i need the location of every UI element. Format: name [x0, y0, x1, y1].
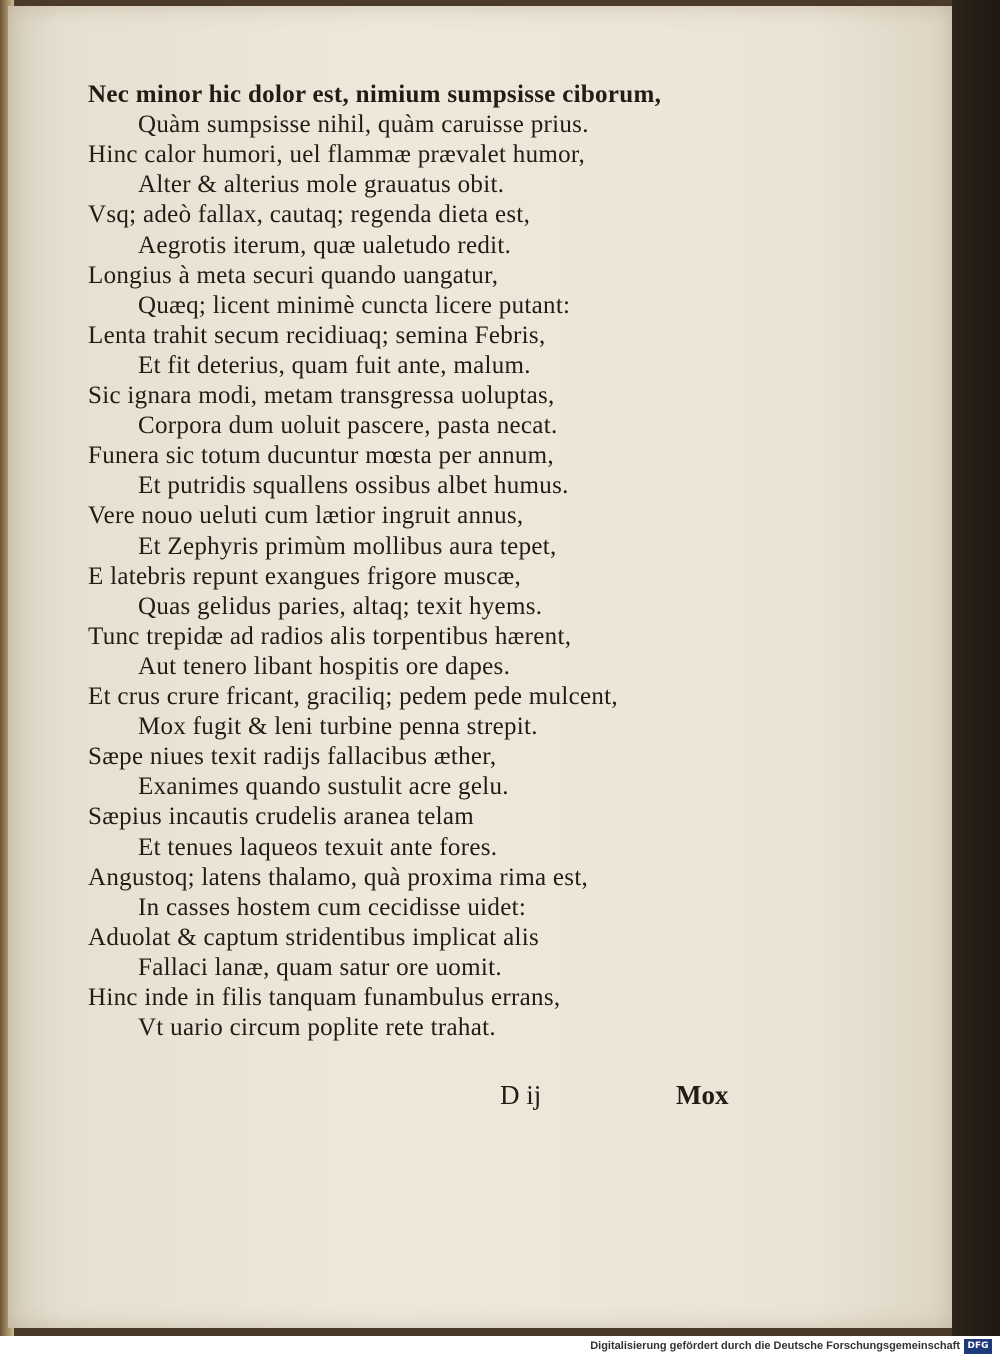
- verse-line-hexameter: Hinc calor humori, uel flammæ prævalet humor,: [88, 141, 586, 169]
- verse-line-hexameter: Vsq; adeò fallax, cautaq; regenda dieta est,: [88, 201, 531, 229]
- verse-line-pentameter: Aegrotis iterum, quæ ualetudo redit.: [138, 231, 512, 259]
- verse-line-hexameter: Sic ignara modi, metam transgressa uoluptas,: [88, 382, 555, 409]
- verse-line-pentameter: Fallaci lanæ, quam satur ore uomit.: [138, 953, 502, 981]
- verse-line-hexameter: Angustoq; latens thalamo, quà proxima rima est,: [88, 863, 589, 891]
- scan-border-strip: [952, 0, 1000, 1336]
- verse-line-pentameter: Alter & alterius mole grauatus obit.: [138, 171, 505, 199]
- verse-line-hexameter: Funera sic totum ducuntur mœsta per annum,: [88, 442, 554, 470]
- verse-line-hexameter: Aduolat & captum stridentibus implicat alis: [88, 923, 540, 951]
- verse-line-pentameter: Mox fugit & leni turbine penna strepit.: [138, 713, 538, 741]
- verse-line-pentameter: Quæq; licent minimè cuncta licere putant:: [138, 291, 571, 319]
- verse-line-hexameter: Nec minor hic dolor est, nimium sumpsisse ciborum,: [88, 81, 662, 108]
- verse-line-hexameter: Sæpius incautis crudelis aranea telam: [88, 803, 474, 831]
- catchword: Mox: [676, 1080, 729, 1110]
- verse-line-hexameter: Hinc inde in filis tanquam funambulus errans,: [88, 984, 561, 1011]
- verse-line-pentameter: Et putridis squallens ossibus albet humus.: [138, 472, 569, 500]
- verse-line-hexameter: Et crus crure fricant, graciliq; pedem pede mulcent,: [88, 683, 618, 710]
- verse-line-pentameter: Exanimes quando sustulit acre gelu.: [138, 773, 509, 801]
- verse-line-hexameter: Longius à meta securi quando uangatur,: [88, 261, 499, 289]
- verse-line-pentameter: Et tenues laqueos texuit ante fores.: [138, 833, 498, 861]
- verse-line-pentameter: Corpora dum uoluit pascere, pasta necat.: [138, 412, 558, 440]
- verse-line-pentameter: Quàm sumpsisse nihil, quàm caruisse prius.: [138, 111, 589, 139]
- verse-line-pentameter: Vt uario circum poplite rete trahat.: [138, 1014, 496, 1042]
- verse-line-hexameter: Vere nouo ueluti cum lætior ingruit annus,: [88, 502, 524, 530]
- signature-mark: D ij: [500, 1080, 542, 1110]
- verse-line-pentameter: In casses hostem cum cecidisse uidet:: [138, 893, 527, 921]
- funding-credit: Digitalisierung gefördert durch die Deutsche Forschungsgemeinschaft: [590, 1340, 960, 1352]
- book-page: [8, 6, 952, 1328]
- verse-line-pentameter: Et Zephyris primùm mollibus aura tepet,: [138, 532, 557, 560]
- verse-line-pentameter: Quas gelidus paries, altaq; texit hyems.: [138, 592, 543, 620]
- verse-line-hexameter: E latebris repunt exangues frigore muscæ,: [88, 562, 522, 590]
- dfg-logo-icon: DFG: [964, 1339, 992, 1354]
- verse-line-hexameter: Sæpe niues texit radijs fallacibus æther,: [88, 743, 497, 771]
- verse-line-pentameter: Et fit deterius, quam fuit ante, malum.: [138, 351, 531, 379]
- verse-line-hexameter: Lenta trahit secum recidiuaq; semina Febris,: [88, 321, 546, 349]
- credit-bar: [0, 1336, 1000, 1358]
- verse-line-hexameter: Tunc trepidæ ad radios alis torpentibus hærent,: [88, 622, 572, 650]
- verse-line-pentameter: Aut tenero libant hospitis ore dapes.: [138, 652, 511, 680]
